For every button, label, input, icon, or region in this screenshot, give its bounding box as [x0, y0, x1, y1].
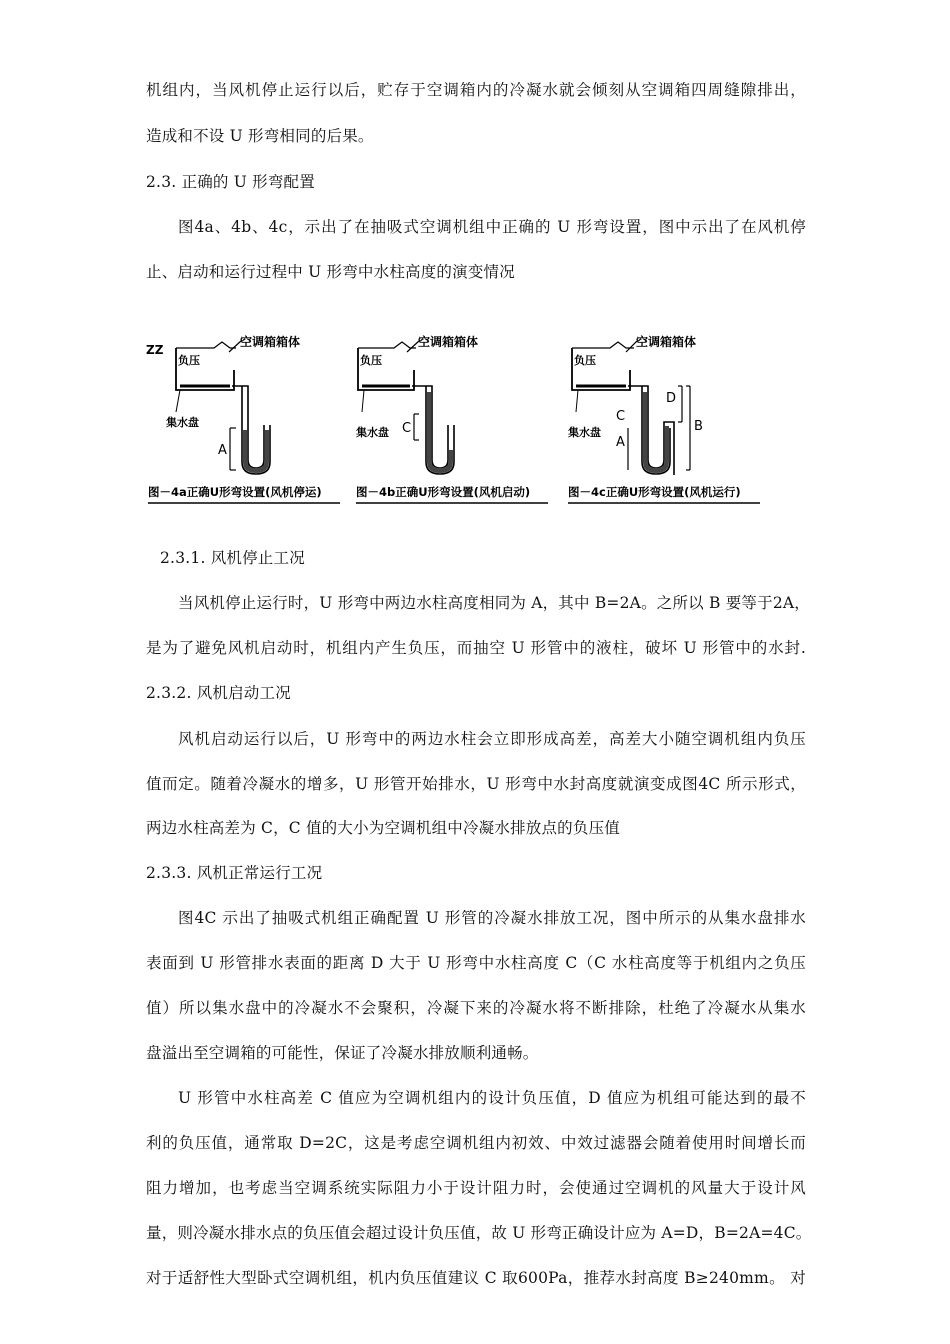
figure-caption: 图－4c正确U形弯设置(风机运行): [568, 485, 741, 499]
paragraph-line: 对于适舒性大型卧式空调机组，机内负压值建议 C 取600Pa，推荐水封高度 B≥240mm。 对: [146, 1269, 806, 1287]
paragraph-line: 是为了避免风机启动时，机组内产生负压，而抽空 U 形管中的液柱，破坏 U 形管中的水封.: [146, 639, 806, 657]
paragraph-line: 值）所以集水盘中的冷凝水不会聚积，冷凝下来的冷凝水将不断排除，杜绝了冷凝水从集水: [146, 999, 806, 1017]
paragraph-line: 量，则冷凝水排水点的负压值会超过设计负压值，故 U 形弯正确设计应为 A=D，B=2A=4C。: [146, 1224, 812, 1242]
paragraph-line: 风机启动运行以后，U 形弯中的两边水柱会立即形成高差，高差大小随空调机组内负压: [178, 730, 806, 748]
paragraph-line: 阻力增加，也考虑当空调系统实际阻力小于设计阻力时，会使通过空调机的风量大于设计风: [146, 1179, 806, 1197]
figure-4c: [564, 330, 764, 514]
paragraph-line: 值而定。随着冷凝水的增多，U 形管开始排水，U 形弯中水封高度就演变成图4C 所示形式，: [146, 775, 806, 793]
box-label: 空调箱箱体: [636, 335, 697, 349]
box-label: 空调箱箱体: [240, 335, 301, 349]
paragraph-line: 表面到 U 形管排水表面的距离 D 大于 U 形弯中水柱高度 C（C 水柱高度等于机组内之负压: [146, 954, 806, 972]
figure-4b: [352, 330, 552, 514]
dimension-label: D: [666, 391, 677, 406]
section-heading: 2.3.1. 风机停止工况: [160, 549, 305, 567]
dimension-label: C: [616, 409, 626, 424]
paragraph-line: U 形管中水柱高差 C 值应为空调机组内的设计负压值，D 值应为机组可能达到的最不: [178, 1089, 806, 1107]
dimension-label: A: [218, 443, 227, 458]
section-heading: 2.3.3. 风机正常运行工况: [146, 864, 323, 882]
pressure-label: 负压: [574, 354, 596, 367]
figure-corner-label: ZZ: [146, 343, 164, 357]
pressure-label: 负压: [178, 354, 200, 367]
pan-label: 集水盘: [356, 426, 389, 439]
figure-caption: 图－4b正确U形弯设置(风机启动): [356, 485, 531, 499]
dimension-label: A: [616, 435, 625, 450]
paragraph-line: 图4C 示出了抽吸式机组正确配置 U 形管的冷凝水排放工况，图中所示的从集水盘排水: [178, 909, 806, 927]
paragraph-line: 止、启动和运行过程中 U 形弯中水柱高度的演变情况: [146, 263, 515, 281]
figure-4b-diagram: [352, 330, 552, 510]
section-heading: 2.3. 正确的 U 形弯配置: [146, 173, 315, 191]
paragraph-line: 两边水柱高差为 C，C 值的大小为空调机组中冷凝水排放点的负压值: [146, 819, 620, 837]
paragraph-line: 机组内，当风机停止运行以后，贮存于空调箱内的冷凝水就会倾刻从空调箱四周缝隙排出，: [146, 81, 806, 99]
section-heading: 2.3.2. 风机启动工况: [146, 684, 291, 702]
figure-4c-diagram: [564, 330, 764, 510]
pressure-label: 负压: [360, 354, 382, 367]
paragraph-line: 当风机停止运行时，U 形弯中两边水柱高度相同为 A，其中 B=2A。之所以 B 要等于2A，: [178, 594, 810, 612]
box-label: 空调箱箱体: [418, 335, 479, 349]
paragraph-line: 造成和不设 U 形弯相同的后果。: [146, 127, 374, 145]
figure-4a: [144, 330, 344, 514]
pan-label: 集水盘: [166, 416, 199, 429]
dimension-label: C: [402, 421, 412, 436]
dimension-label: B: [694, 419, 703, 434]
paragraph-line: 盘溢出至空调箱的可能性，保证了冷凝水排放顺利通畅。: [146, 1044, 539, 1062]
paragraph-line: 图4a、4b、4c，示出了在抽吸式空调机组中正确的 U 形弯设置，图中示出了在风机停: [178, 218, 806, 236]
paragraph-line: 利的负压值，通常取 D=2C，这是考虑空调机组内初效、中效过滤器会随着使用时间增长而: [146, 1134, 806, 1152]
pan-label: 集水盘: [568, 426, 601, 439]
figure-4a-diagram: [144, 330, 344, 510]
figure-caption: 图－4a正确U形弯设置(风机停运): [148, 485, 322, 499]
